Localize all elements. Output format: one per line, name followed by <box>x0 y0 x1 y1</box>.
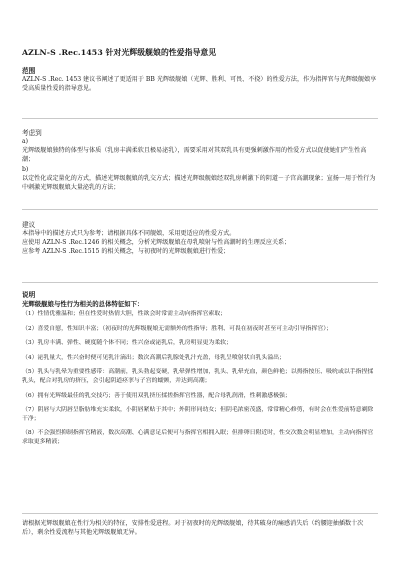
note-item: （4）泌乳量大，性兴奋时便可见乳汁滴出；数次高潮后乳腺处乳汁充盈，母乳呈喷射状自乳头溢出； <box>22 354 285 361</box>
conclusion-section <box>22 519 378 537</box>
scope-text: AZLN-S .Rec. 1453 建议书阐述了更适用于 BB 光辉级舰娘（光辉、胜利、可畏、不挠）的性爱方法，作为指挥官与光辉级舰娘享受高质量性爱的指导意见。 <box>22 76 377 93</box>
recommend-section <box>22 219 378 257</box>
consider-item-label: a) <box>22 138 29 145</box>
note-item: （5）乳头与乳晕为重要性感带：高潮前，乳头勃起变硬，乳晕弹性增加，乳头、乳晕充血，颜色鲜艳；以拇指按压、吸吮或以手指捏揉乳头，配合对乳房的挤压，会引起阴道痉挛与子宫的蠕颤，并达到高潮； <box>22 369 374 384</box>
section-divider <box>22 118 378 119</box>
consider-heading: 考虑到 <box>22 129 42 137</box>
scope-section <box>22 65 378 93</box>
recommend-heading: 建议 <box>22 221 36 229</box>
conclusion-text: 请根据光辉级舰娘在性行为相关的特征，安排性爱进程。对于初夜时的光辉级舰娘，待其破身的痛感消失后（约腰迎抽插数十次后），剩余性爱流程与其他光辉级舰娘无异。 <box>22 520 364 537</box>
note-item: （2）喜爱自慰，性知识丰富；（初夜时的光辉级舰娘无需额外的性指导；胜利、可畏在初夜时甚至可主动引导指挥官）； <box>22 325 333 332</box>
recommend-line: 本指导中的描述方式只为参考；请根据具体不同舰娘，采用更适应的性爱方式。 <box>22 230 236 237</box>
recommend-line: 应参考 AZLN-S .Rec.1515 的相关概念，与初夜时的光辉级舰娘进行性爱； <box>22 248 230 256</box>
note-item: （8）不会强烈抑制指挥官精液，数次高潮、心满意足后便可与指挥官相拥入眠；但排卵日附近时，性交次数会明显增加，主动向指挥官求取更多精液； <box>22 430 374 445</box>
notes-section <box>22 289 378 447</box>
document-title: AZLN-S .Rec.1453 针对光辉级舰娘的性爱指导意见 <box>22 48 217 57</box>
recommend-line: 应使用 AZLN-S .Rec.1246 的相关概念，分析光辉级舰娘在母乳喷射与性高潮时的生理反应关系； <box>22 239 291 247</box>
consider-item-label: b) <box>22 165 29 173</box>
section-divider <box>22 513 378 514</box>
section-divider <box>22 209 378 210</box>
scope-heading: 范围 <box>22 67 36 75</box>
consider-item-text: 以定性化或定量化的方式，描述光辉级舰娘的乳交方式；描述光辉级舰娘经双乳房刺激下的阴道－子宫高潮现象；宣扬一用于性行为中刺激光辉级舰娘大量泌乳的方法； <box>22 174 376 192</box>
section-divider <box>22 282 378 283</box>
note-item: （3）乳房丰满、弹性、硬度随个体不同；性兴奋或泌乳后，乳房明显更为柔软； <box>22 340 232 347</box>
note-item: （7）阴唇与大阴唇呈脂肪堆充实柔软，小阴唇紧贴于其中；外阴形同幼女；但阴毛浓密茂盛，常常精心修剪，有时会在性爱前特意剃除干净； <box>22 407 374 422</box>
notes-subheading: 光辉级舰娘与性行为相关的总体特征如下： <box>22 300 144 308</box>
consider-item-text: 光辉级舰娘独特的体型与体质（乳房丰满柔软且极易泌乳），需要采用对其双乳具有更强刺激作用的性爱方式以促使她们产生性高潮； <box>22 147 367 164</box>
notes-heading: 说明 <box>22 291 36 299</box>
note-item: （1）性情优雅温和；但在性爱时热情大胆，性欲会时常需主动向指挥官索取； <box>22 311 227 317</box>
consider-section <box>22 127 378 192</box>
note-item: （6）拥有光辉级最佳的乳交技巧；善于使用双乳挤压揉搓指挥官性器，配合母乳润滑，性刺激感极强； <box>22 392 291 399</box>
